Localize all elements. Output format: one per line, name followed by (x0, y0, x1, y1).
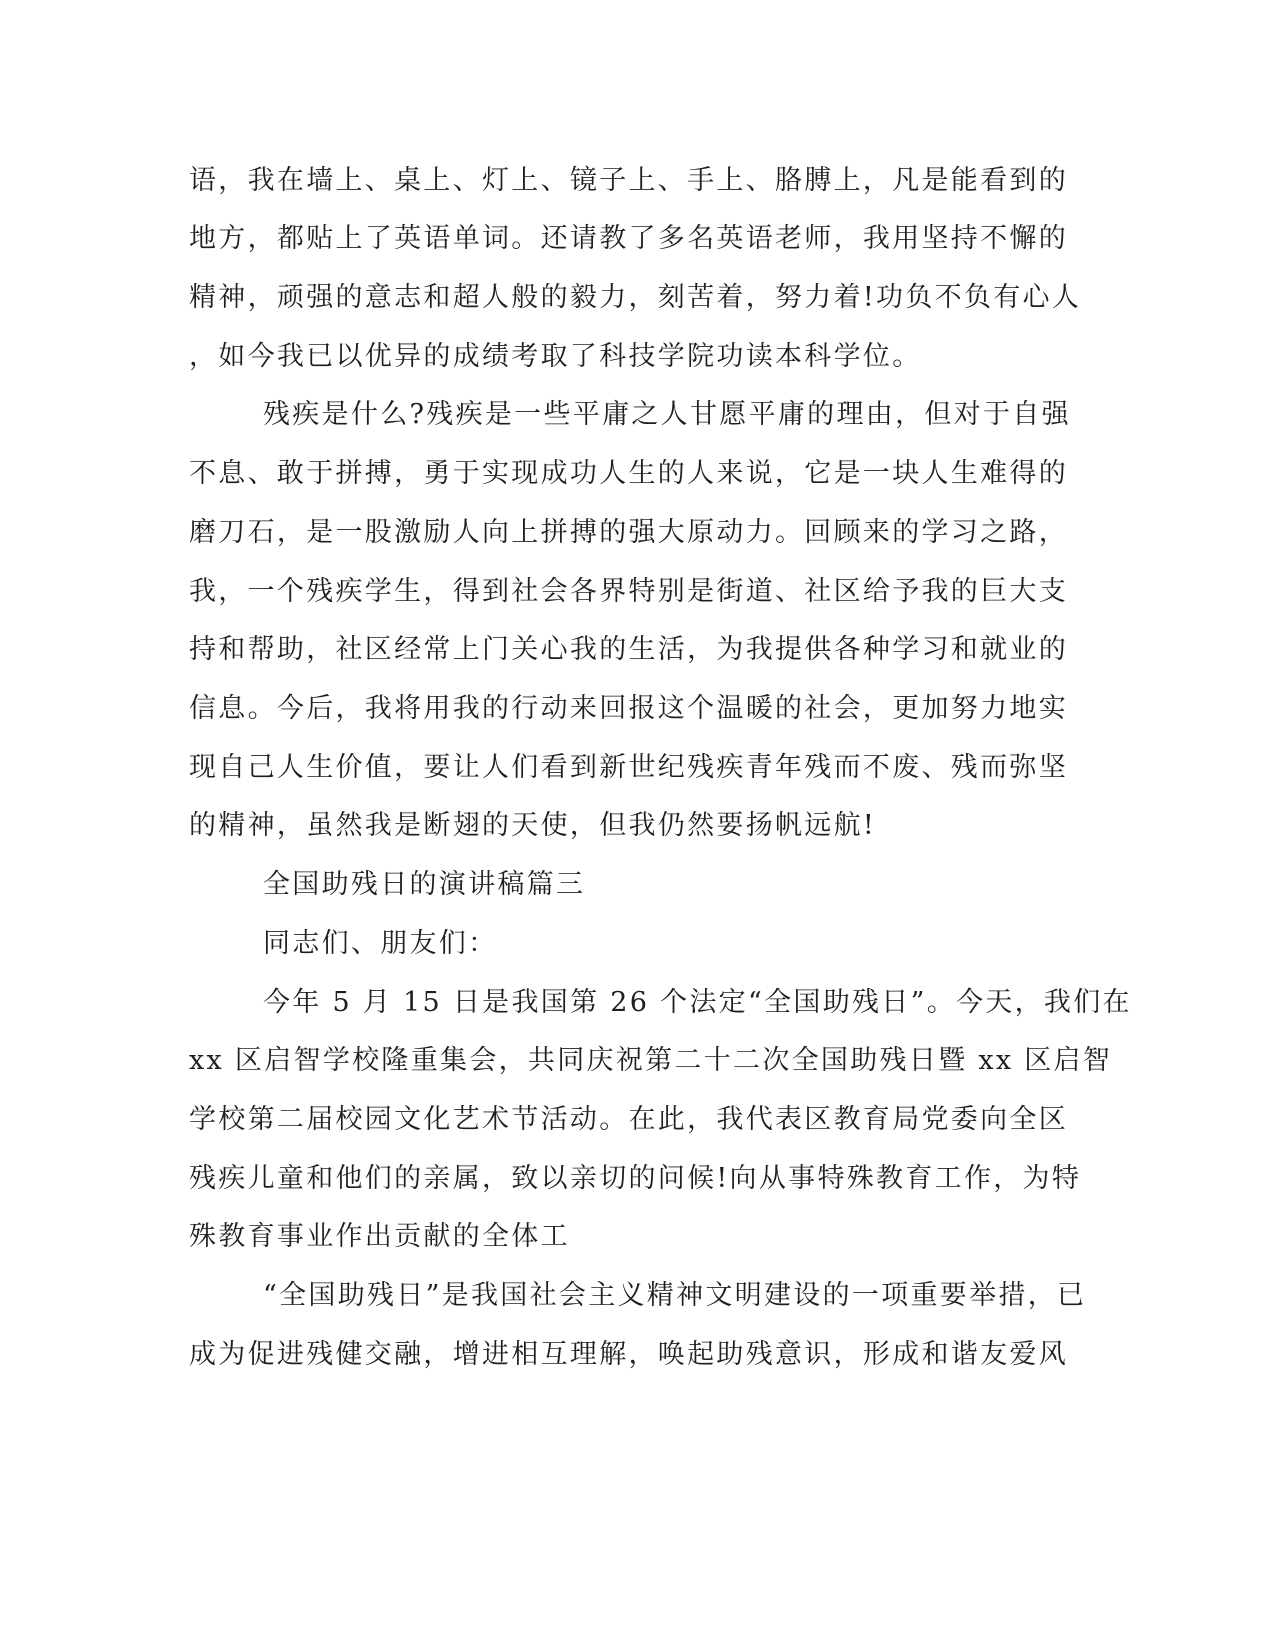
text-line: 磨刀石，是一股激励人向上拼搏的强大原动力。回顾来的学习之路， (189, 517, 1068, 548)
salutation: 同志们、朋友们： (263, 928, 498, 959)
text-line: 精神，顽强的意志和超人般的毅力，刻苦着，努力着!功负不负有心人 (189, 282, 1082, 313)
text-line: 残疾儿童和他们的亲属，致以亲切的问候!向从事特殊教育工作，为特 (189, 1163, 1082, 1194)
text-line: 我，一个残疾学生，得到社会各界特别是街道、社区给予我的巨大支 (189, 576, 1068, 607)
text-line: 殊教育事业作出贡献的全体工 (189, 1221, 570, 1252)
text-line: 成为促进残健交融，增进相互理解，唤起助残意识，形成和谐友爱风 (189, 1339, 1068, 1370)
paragraph-first-line: “全国助残日”是我国社会主义精神文明建设的一项重要举措，已 (263, 1280, 1087, 1311)
paragraph-first-line: 残疾是什么?残疾是一些平庸之人甘愿平庸的理由，但对于自强 (263, 399, 1071, 430)
section-heading: 全国助残日的演讲稿篇三 (263, 869, 586, 900)
text-line: ，如今我已以优异的成绩考取了科技学院功读本科学位。 (189, 341, 922, 372)
paragraph-first-line: 今年 5 月 15 日是我国第 26 个法定“全国助残日”。今天，我们在 (263, 987, 1132, 1018)
text-line: 语，我在墙上、桌上、灯上、镜子上、手上、胳膊上，凡是能看到的 (189, 165, 1068, 196)
text-line: 的精神，虽然我是断翅的天使，但我仍然要扬帆远航! (189, 810, 877, 841)
text-line: 现自己人生价值，要让人们看到新世纪残疾青年残而不废、残而弥坚 (189, 752, 1068, 783)
text-line: 不息、敢于拼搏，勇于实现成功人生的人来说，它是一块人生难得的 (189, 458, 1068, 489)
text-line: xx 区启智学校隆重集会，共同庆祝第二十二次全国助残日暨 xx 区启智 (189, 1045, 1113, 1076)
text-line: 持和帮助，社区经常上门关心我的生活，为我提供各种学习和就业的 (189, 634, 1068, 665)
text-line: 信息。今后，我将用我的行动来回报这个温暖的社会，更加努力地实 (189, 693, 1068, 724)
text-line: 学校第二届校园文化艺术节活动。在此，我代表区教育局党委向全区 (189, 1104, 1068, 1135)
text-line: 地方，都贴上了英语单词。还请教了多名英语老师，我用坚持不懈的 (189, 223, 1068, 254)
